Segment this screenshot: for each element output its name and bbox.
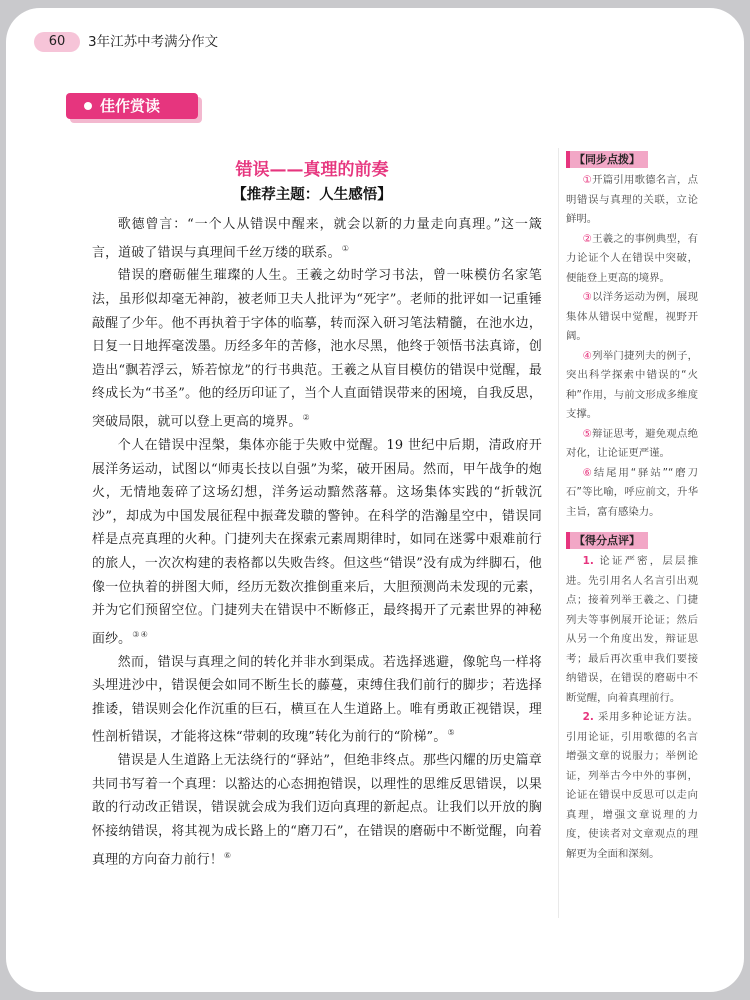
annotation-marker: ⑥: [223, 850, 232, 860]
review-heading: 【得分点评】: [566, 532, 648, 549]
section-tag: [66, 93, 198, 119]
section-tag-label: 佳作赏读: [100, 97, 161, 115]
book-page: [6, 8, 744, 992]
point-item: ⑤辩证思考，避免观点绝对化，让论证更严谨。: [566, 427, 698, 459]
review-list: [566, 552, 698, 864]
review-item: 1. 论证严密，层层推进。先引用名人名言引出观点；接着列举王羲之、门捷列夫等事例展开论证；然后从另一个角度出发，辩证思考；最后再次重申我们要接纳错误，在错误的磨砺中不断觉醒，向着真理前行。: [566, 555, 698, 704]
essay-title: 错误——真理的前奏: [235, 160, 389, 180]
page-header: [6, 32, 306, 52]
essay-paragraph: 然而，错误与真理之间的转化并非水到渠成。若选择逃避，像鸵鸟一样将头埋进沙中，错误便会如同不断生长的藤蔓，束缚住我们前行的脚步；若选择推诿，错误则会化作沉重的巨石，横亘在人生道路上。唯有勇敢正视错误，理性剖析错误，才能将这株“带刺的玫瑰”转化为前行的“阶梯”。⑤: [92, 654, 542, 745]
essay-theme: 【推荐主题：人生感悟】: [232, 187, 392, 203]
points-heading: 【同步点拨】: [566, 151, 648, 168]
annotation-marker: ⑤: [447, 728, 455, 738]
annotation-marker: ①: [341, 243, 350, 253]
essay-paragraph: 歌德曾言：“一个人从错误中醒来，就会以新的力量走向真理。”这一箴言，道破了错误与真理间千丝万缕的联系。①: [92, 217, 542, 260]
book-title: 3年江苏中考满分作文: [88, 34, 219, 50]
point-item: ②王羲之的事例典型，有力论证个人在错误中突破，便能登上更高的境界。: [566, 232, 698, 284]
essay-paragraph: 个人在错误中涅槃，集体亦能于失败中觉醒。19 世纪中后期，清政府开展洋务运动，试图以“师夷长技以自强”为桨，破开困局。然而，甲午战争的炮火，无情地轰碎了这场幻想，洋务运动黯然落幕。这场集体实践的“折戟沉沙”，却成为中国发展征程中振聋发聩的警钟。在科学的浩瀚星空中，错误同样是点亮真理的火种。门捷列夫在探索元素周期律时，如同在迷雾中艰难前行的旅人，一次次构建的表格都以失败告终。但这些“错误”没有成为绊脚石，他像一位执着的拼图大师，经历无数次推倒重来后，大胆预测尚未发现的元素，并为它们预留空位。门捷列夫在错误中不断修正，最终揭开了元素世界的神秘面纱。③④: [92, 437, 542, 646]
point-item: ④列举门捷列夫的例子，突出科学探索中错误的“火种”作用，与前文形成多维度支撑。: [566, 349, 698, 420]
essay-paragraph: 错误的磨砺催生璀璨的人生。王羲之幼时学习书法，曾一味模仿名家笔法，虽形似却毫无神韵，被老师卫夫人批评为“死字”。老师的批评如一记重锤敲醒了少年。他不再执着于字体的临摹，转而深入研习笔法精髓，在池水边，日复一日地挥毫泼墨。历经多年的苦修，池水尽黑，他终于领悟书法真谛，创造出“飘若浮云，矫若惊龙”的行书典范。王羲之从盲目模仿的错误中觉醒，最终成长为“书圣”。他的经历印证了，当个人直面错误带来的困境，自我反思，突破局限，就可以登上更高的境界。②: [92, 268, 542, 430]
essay-body: [92, 213, 542, 872]
point-item: ①开篇引用歌德名言，点明错误与真理的关联，立论鲜明。: [566, 174, 698, 225]
points-list: [566, 171, 698, 522]
bullet-dot-icon: [84, 102, 92, 110]
page-number: 60: [34, 32, 80, 52]
essay: [92, 158, 542, 872]
column-divider: [558, 148, 559, 918]
annotation-marker: ④: [140, 629, 149, 639]
annotation-marker: ③: [132, 629, 140, 639]
point-item: ⑥结尾用“驿站”“磨刀石”等比喻，呼应前文，升华主旨，富有感染力。: [566, 466, 698, 518]
review-item: 2. 采用多种论证方法。引用论证，引用歌德的名言增强文章的说服力；举例论证，列举古今中外的事例，论证在错误中反思可以走向真理，增强文章说理的力度，使读者对文章观点的理解更为全面和深刻。: [566, 711, 698, 860]
sidebar: [566, 148, 698, 864]
essay-paragraph: 错误是人生道路上无法绕行的“驿站”，但绝非终点。那些闪耀的历史篇章共同书写着一个真理：以豁达的心态拥抱错误，以理性的思维反思错误，以果敢的行动改正错误，错误就会成为我们迈向真理的新起点。让我们以开放的胸怀接纳错误，将其视为成长路上的“磨刀石”，在错误的磨砺中不断觉醒，向着真理的方向奋力前行！⑥: [92, 753, 542, 867]
annotation-marker: ②: [302, 413, 310, 423]
point-item: ③以洋务运动为例，展现集体从错误中觉醒，视野开阔。: [566, 291, 698, 342]
